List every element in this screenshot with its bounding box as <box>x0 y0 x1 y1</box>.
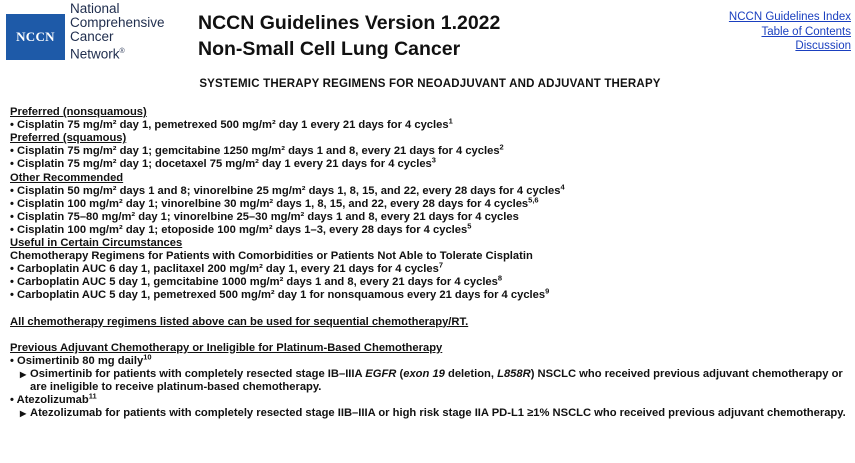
regimen-item: • Carboplatin AUC 5 day 1, gemcitabine 1000 mg/m² days 1 and 8, every 21 days for 4 cycles$^8$ <box>10 273 503 289</box>
guideline-topic: Non-Small Cell Lung Cancer <box>198 38 461 60</box>
category-preferred-squamous: Preferred (squamous) <box>10 132 127 145</box>
useful-subheading: Chemotherapy Regimens for Patients with Comorbidities or Patients Not Able to Tolerate Cisplatin <box>10 250 533 263</box>
reference-mark: 5 <box>467 221 472 231</box>
osimertinib-detail: ▶ Osimertinib for patients with completely resected stage IB–IIIA EGFR (exon 19 deletion, L858R) NSCLC who received previous adjuvant chemotherapy or are ineligible to receive platinum-based chemotherapy. <box>20 367 843 393</box>
logo-line-cancer: Cancer <box>70 29 114 45</box>
discussion-link[interactable]: Discussion <box>795 40 851 52</box>
sequential-note: All chemotherapy regimens listed above can be used for sequential chemotherapy/RT. <box>10 315 469 328</box>
regimen-item: • Cisplatin 75 mg/m² day 1; gemcitabine 1250 mg/m² days 1 and 8, every 21 days for 4 cycles$^2$ <box>10 142 504 158</box>
page-title <box>198 10 500 62</box>
logo-wordmark <box>70 2 165 61</box>
regimen-item-atezolizumab: • Atezolizumab$^{11}$ <box>10 391 97 406</box>
regimen-item: • Cisplatin 100 mg/m² day 1; etoposide 100 mg/m² days 1–3, every 28 days for 4 cycles$^5$ <box>10 221 472 236</box>
reference-mark: 2 <box>499 142 504 152</box>
triangle-right-icon: ▶ <box>20 409 27 419</box>
category-previous-adjuvant: Previous Adjuvant Chemotherapy or Ineligible for Platinum-Based Chemotherapy <box>10 341 443 354</box>
regimen-item-osimertinib: • Osimertinib 80 mg daily$^{10}$ <box>10 351 152 367</box>
guideline-version: NCCN Guidelines Version 1.2022 <box>198 12 501 34</box>
logo-line-comprehensive: Comprehensive <box>70 15 165 31</box>
page-header <box>0 0 855 66</box>
section-title: SYSTEMIC THERAPY REGIMENS FOR NEOADJUVANT AND ADJUVANT THERAPY <box>199 78 661 90</box>
regimen-item: • Cisplatin 75 mg/m² day 1; docetaxel 75 mg/m² day 1 every 21 days for 4 cycles$^3$ <box>10 155 436 171</box>
reference-mark: 1 <box>448 116 453 126</box>
reference-mark: 5,6 <box>528 195 539 205</box>
regimen-content <box>10 78 850 420</box>
regimen-item: • Carboplatin AUC 5 day 1, pemetrexed 500 mg/m² day 1 for nonsquamous every 21 days for 4 cycles$^9$ <box>10 286 550 302</box>
category-other-recommended: Other Recommended <box>10 171 124 184</box>
reference-mark: 4 <box>560 181 565 191</box>
atezolizumab-detail: ▶ Atezolizumab for patients with completely resected stage IIB–IIIA or high risk stage IIA PD-L1 ≥1% NSCLC who received previous adjuvant chemotherapy. <box>20 407 846 420</box>
reference-mark: 9 <box>545 286 550 296</box>
logo-line-network: Network® <box>70 46 125 62</box>
reference-mark: 8 <box>497 273 503 283</box>
registered-mark: ® <box>119 47 125 55</box>
triangle-right-icon: ▶ <box>20 369 27 379</box>
logo-line-national: National <box>70 1 120 16</box>
header-nav <box>729 10 851 54</box>
guidelines-index-link[interactable]: NCCN Guidelines Index <box>728 11 851 23</box>
reference-mark: 3 <box>431 155 436 165</box>
category-preferred-nonsquamous: Preferred (nonsquamous) <box>10 106 147 119</box>
nccn-logo <box>6 14 65 60</box>
logo-abbr: NCCN <box>16 29 55 44</box>
reference-mark: 7 <box>438 260 443 270</box>
regimen-item: • Cisplatin 50 mg/m² days 1 and 8; vinorelbine 25 mg/m² days 1, 8, 15, and 22, every 28 days for 4 cycles$^4$ <box>10 181 565 197</box>
reference-mark: 10 <box>143 351 152 361</box>
reference-mark: 11 <box>88 391 97 401</box>
regimen-item: • Cisplatin 75–80 mg/m² day 1; vinorelbine 25–30 mg/m² days 1 and 8, every 21 days for 4 cycles <box>10 210 519 223</box>
category-useful-circumstances: Useful in Certain Circumstances <box>10 237 183 250</box>
regimen-item: • Cisplatin 100 mg/m² day 1; vinorelbine 30 mg/m² days 1, 8, 15, and 22, every 28 days for 4 cycles$^{5,6}$ <box>10 195 539 210</box>
regimen-item: • Cisplatin 75 mg/m² day 1, pemetrexed 500 mg/m² day 1 every 21 days for 4 cycles$^1$ <box>10 116 453 132</box>
regimen-item: • Carboplatin AUC 6 day 1, paclitaxel 200 mg/m² day 1, every 21 days for 4 cycles$^7$ <box>10 260 443 276</box>
table-of-contents-link[interactable]: Table of Contents <box>761 25 851 38</box>
